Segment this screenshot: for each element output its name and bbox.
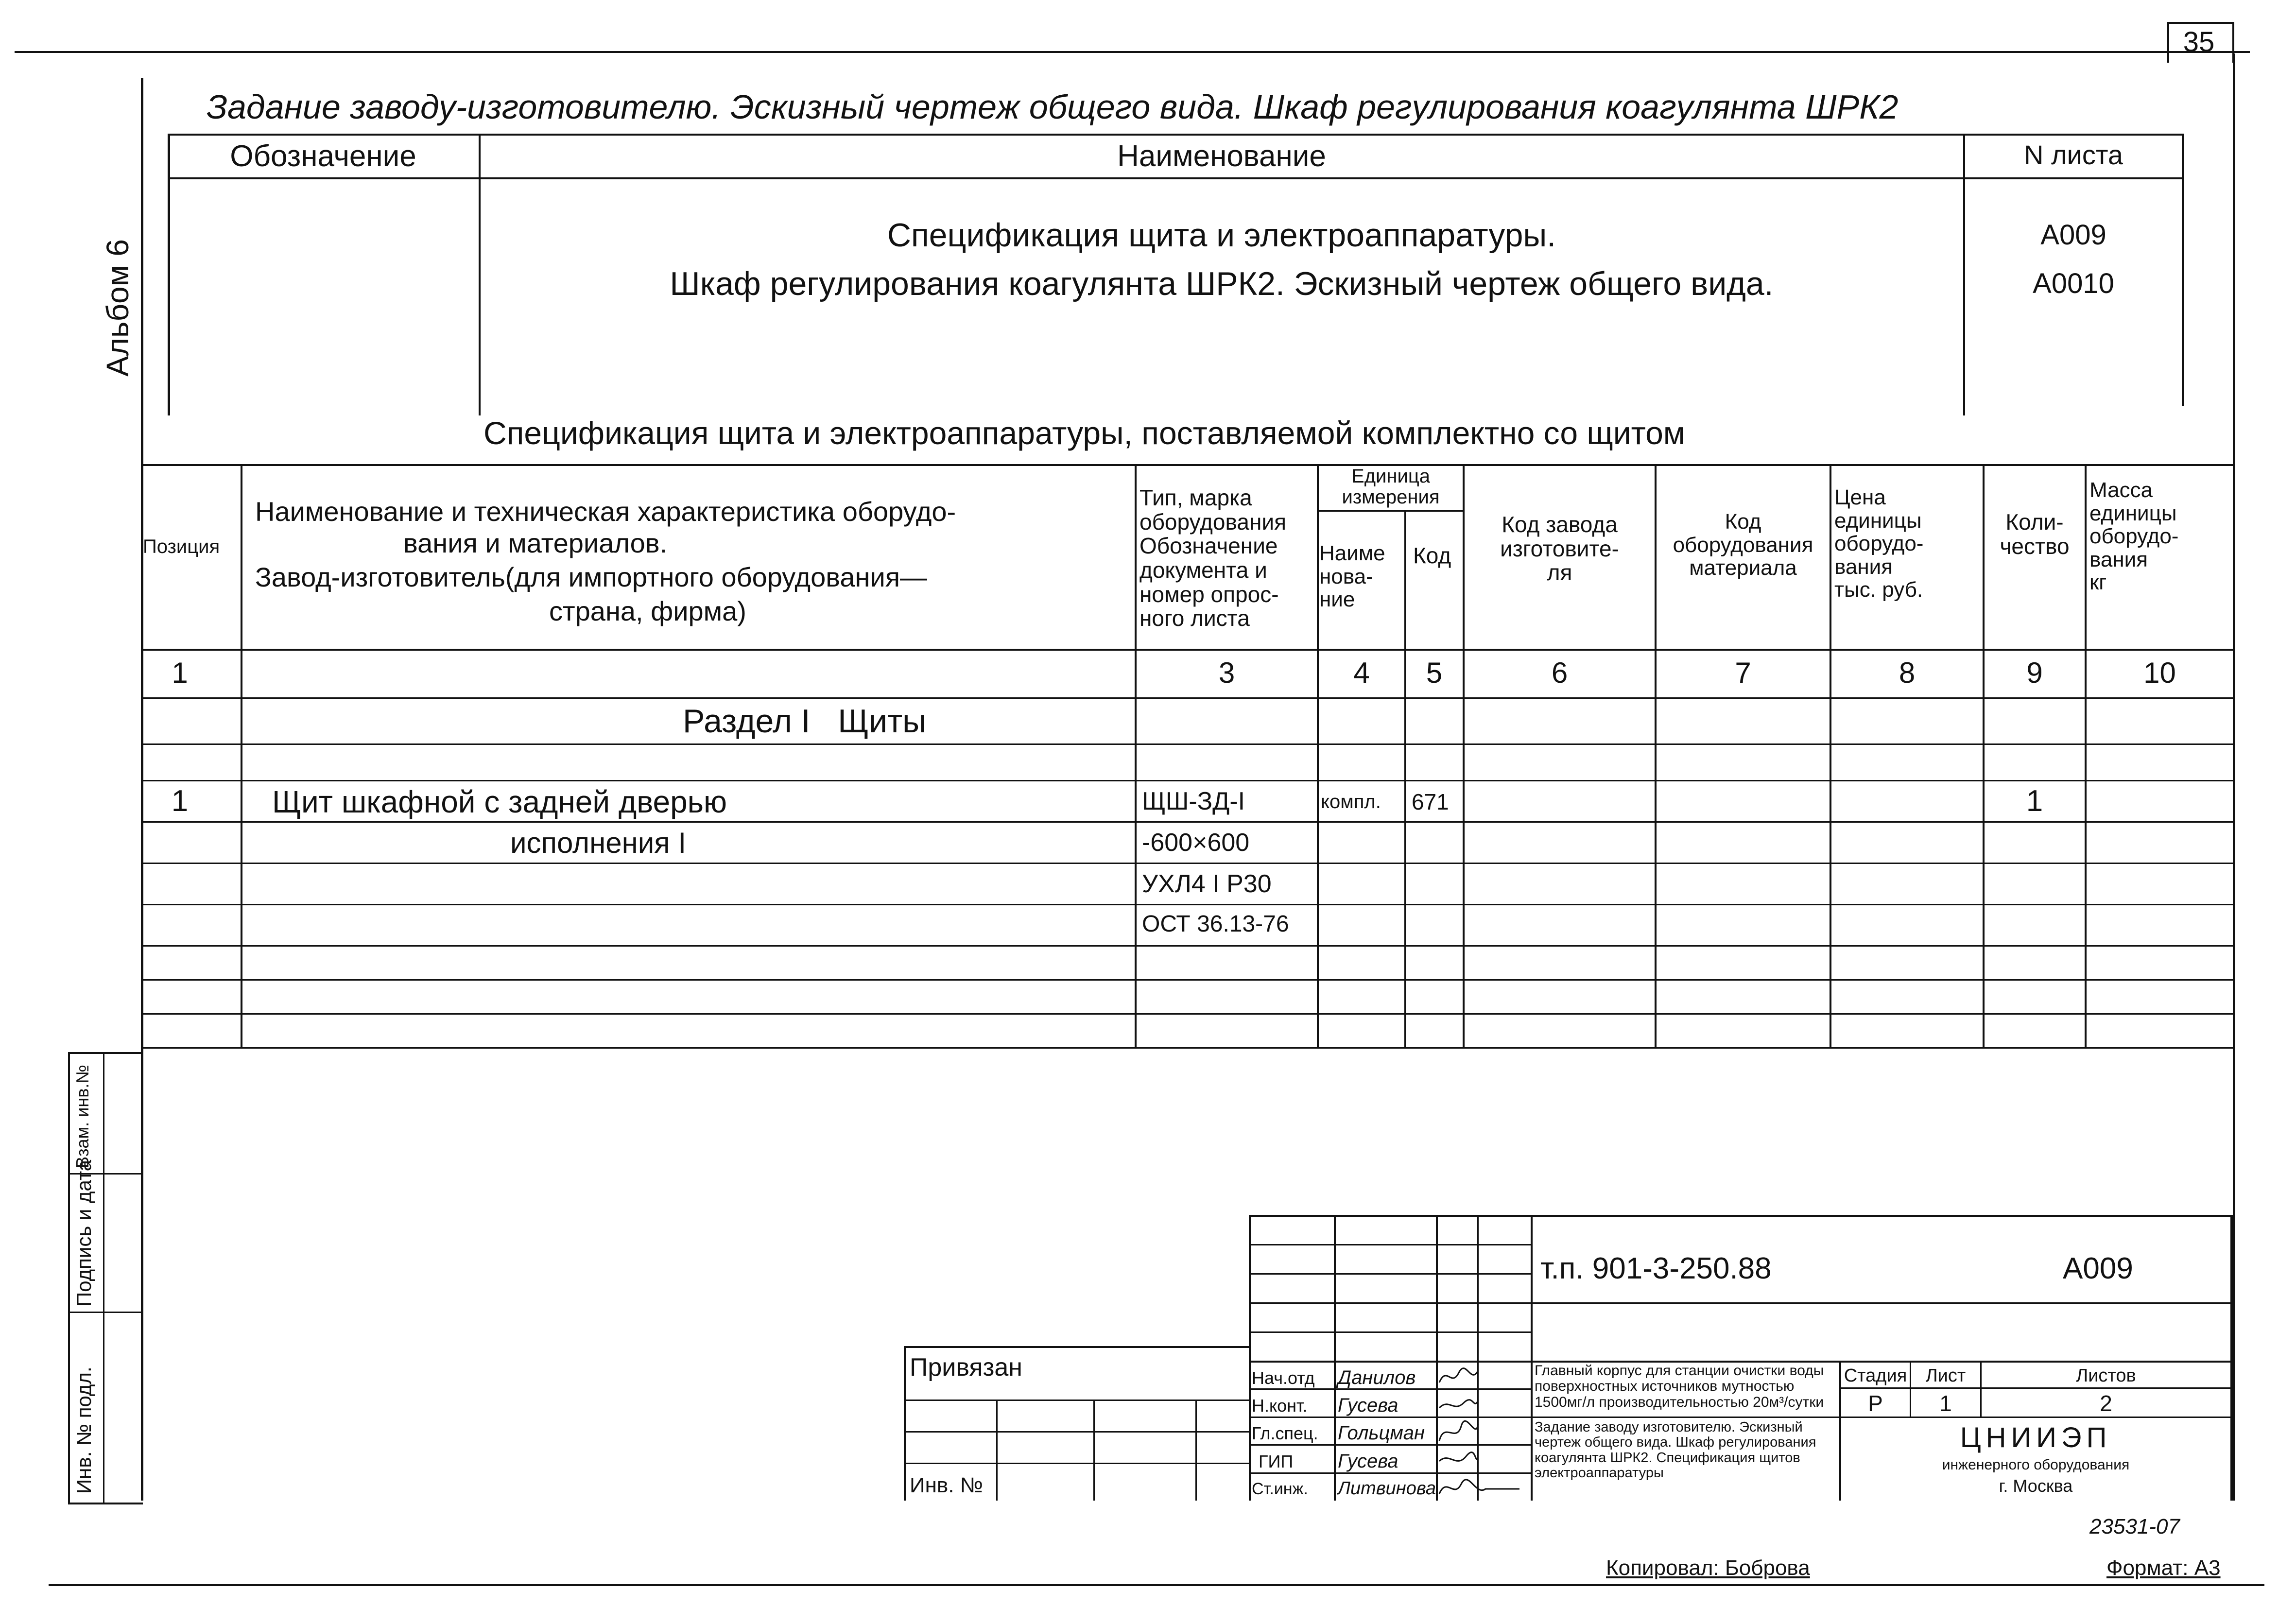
stamp-number: 23531-07 [2089, 1515, 2180, 1538]
item-unit-code: 671 [1412, 789, 1449, 814]
item-type-4: ОСТ 36.13-76 [1142, 911, 1289, 937]
contents-header-sheet: N листа [2023, 139, 2123, 170]
role-2-name: Гусева [1338, 1395, 1398, 1416]
sheet-number: 35 [2183, 26, 2215, 58]
contents-header-name: Наименование [1117, 139, 1326, 173]
sheets-value: 2 [2100, 1391, 2112, 1416]
spec-header-type: Тип, марка оборудования Обозначение документа и номер опрос- ного листа [1139, 485, 1286, 631]
signature-1 [1437, 1363, 1481, 1390]
linked-label: Привязан [910, 1353, 1023, 1382]
col-number-8: 8 [1899, 657, 1916, 689]
project-desc: Главный корпус для станции очистки воды поверхностных источников мутностью 1500мг/л производительностью 20м³/сутки [1535, 1363, 1824, 1410]
stage-value: Р [1868, 1391, 1883, 1416]
sheet-label: Лист [1925, 1365, 1966, 1386]
spec-header-equip-code: Код оборудования материала [1673, 510, 1813, 580]
col-number-5: 5 [1426, 657, 1443, 689]
org-name: ЦНИИЭП [1960, 1422, 2112, 1453]
item-type-1: ЩШ-ЗД-I [1142, 787, 1245, 815]
contents-row-1-name: Спецификация щита и электроаппаратуры. [887, 217, 1556, 254]
org-line-2: инженерного оборудования [1942, 1457, 2130, 1473]
role-1-name: Данилов [1338, 1367, 1416, 1388]
contents-header-designation: Обозначение [230, 139, 416, 173]
format-label: Формат: А3 [2106, 1556, 2221, 1580]
signature-5 [1437, 1474, 1524, 1501]
role-4: ГИП [1259, 1451, 1294, 1471]
col-number-10: 10 [2143, 657, 2176, 689]
spec-header-mass: Масса единицы оборудо- вания кг [2089, 478, 2179, 595]
org-city: г. Москва [1999, 1476, 2073, 1496]
role-3: Гл.спец. [1252, 1423, 1318, 1443]
top-border-line [15, 51, 2250, 53]
inv-label: Инв. № [910, 1473, 983, 1497]
spec-header-plant-code: Код завода изготовите- ля [1500, 512, 1619, 586]
sheet-value: 1 [1939, 1391, 1952, 1416]
col-number-4: 4 [1353, 657, 1370, 689]
spec-title: Спецификация щита и электроаппаратуры, поставляемой комплектно со щитом [483, 415, 1686, 451]
col-number-1: 1 [172, 657, 188, 689]
role-2: Н.конт. [1252, 1396, 1308, 1416]
item-name: Щит шкафной с задней дверью [272, 784, 727, 819]
spec-header-position: Позиция [143, 536, 220, 557]
item-unit-name: компл. [1321, 791, 1381, 812]
col-number-7: 7 [1735, 657, 1751, 689]
side-stamp-inv: Инв. № подл. [72, 1366, 95, 1494]
contents-row-2-name: Шкаф регулирования коагулянта ШРК2. Эскизный чертеж общего вида. [670, 265, 1774, 302]
role-4-name: Гусева [1338, 1451, 1398, 1472]
item-type-2: -600×600 [1142, 829, 1250, 857]
item-position: 1 [171, 784, 189, 818]
col-number-9: 9 [2026, 657, 2043, 689]
spec-header-price: Цена единицы оборудо- вания тыс. руб. [1834, 485, 1924, 602]
stage-label: Стадия [1844, 1365, 1907, 1386]
col-number-6: 6 [1551, 657, 1568, 689]
item-type-3: УХЛ4 I Р30 [1142, 870, 1272, 898]
doc-code: т.п. 901-3-250.88 [1540, 1252, 1772, 1285]
contents-row-1-sheet: А009 [2040, 219, 2106, 251]
spec-header-qty: Коли- чество [2000, 509, 2070, 559]
spec-header-name-1: Наименование и техническая характеристика оборудо- [255, 496, 956, 527]
sheets-label: Листов [2076, 1365, 2136, 1386]
task-title: Задание заводу-изготовителю. Эскизный чертеж общего вида. Шкаф регулирования коагулянта ШРК2 [207, 88, 1899, 126]
signature-3 [1437, 1419, 1481, 1446]
sheet-desc: Задание заводу изготовителю. Эскизный чертеж общего вида. Шкаф регулирования коагулянта ШРК2. Спецификация щитов электроаппаратуры [1535, 1419, 1816, 1481]
album-label: Альбом 6 [100, 239, 135, 377]
item-qty: 1 [2026, 784, 2043, 818]
doc-sheet-code: А009 [2063, 1252, 2133, 1285]
spec-header-name-3: Завод-изготовитель(для импортного оборудования— [255, 562, 928, 592]
spec-header-name-4: страна, фирма) [549, 596, 746, 626]
bottom-border-line [49, 1584, 2264, 1586]
side-stamp-replace: Взам. инв.№ [72, 1064, 92, 1168]
signature-4 [1437, 1447, 1481, 1473]
spec-header-unit: Единица измерения [1342, 466, 1440, 508]
col-number-3: 3 [1218, 657, 1235, 689]
side-stamp-signature: Подпись и дата [72, 1159, 95, 1307]
spec-header-unit-name: Наиме нова- ние [1319, 541, 1385, 612]
contents-table [168, 134, 2184, 415]
side-stamp [68, 1052, 143, 1504]
frame-right-line [2233, 53, 2235, 1501]
copied-by: Копировал: Боброва [1606, 1556, 1810, 1580]
item-name-cont: исполнения I [510, 827, 687, 859]
signature-2 [1437, 1391, 1481, 1417]
section-title: Раздел I Щиты [683, 703, 926, 740]
role-5: Ст.инж. [1252, 1480, 1308, 1498]
spec-header-unit-code: Код [1413, 543, 1451, 568]
role-3-name: Гольцман [1338, 1422, 1425, 1444]
role-5-name: Литвинова [1338, 1478, 1436, 1499]
title-block [904, 1215, 2233, 1501]
role-1: Нач.отд [1252, 1368, 1315, 1388]
spec-table [141, 464, 2233, 1076]
spec-header-name-2: вания и материалов. [403, 528, 668, 558]
contents-row-2-sheet: А0010 [2033, 268, 2114, 299]
